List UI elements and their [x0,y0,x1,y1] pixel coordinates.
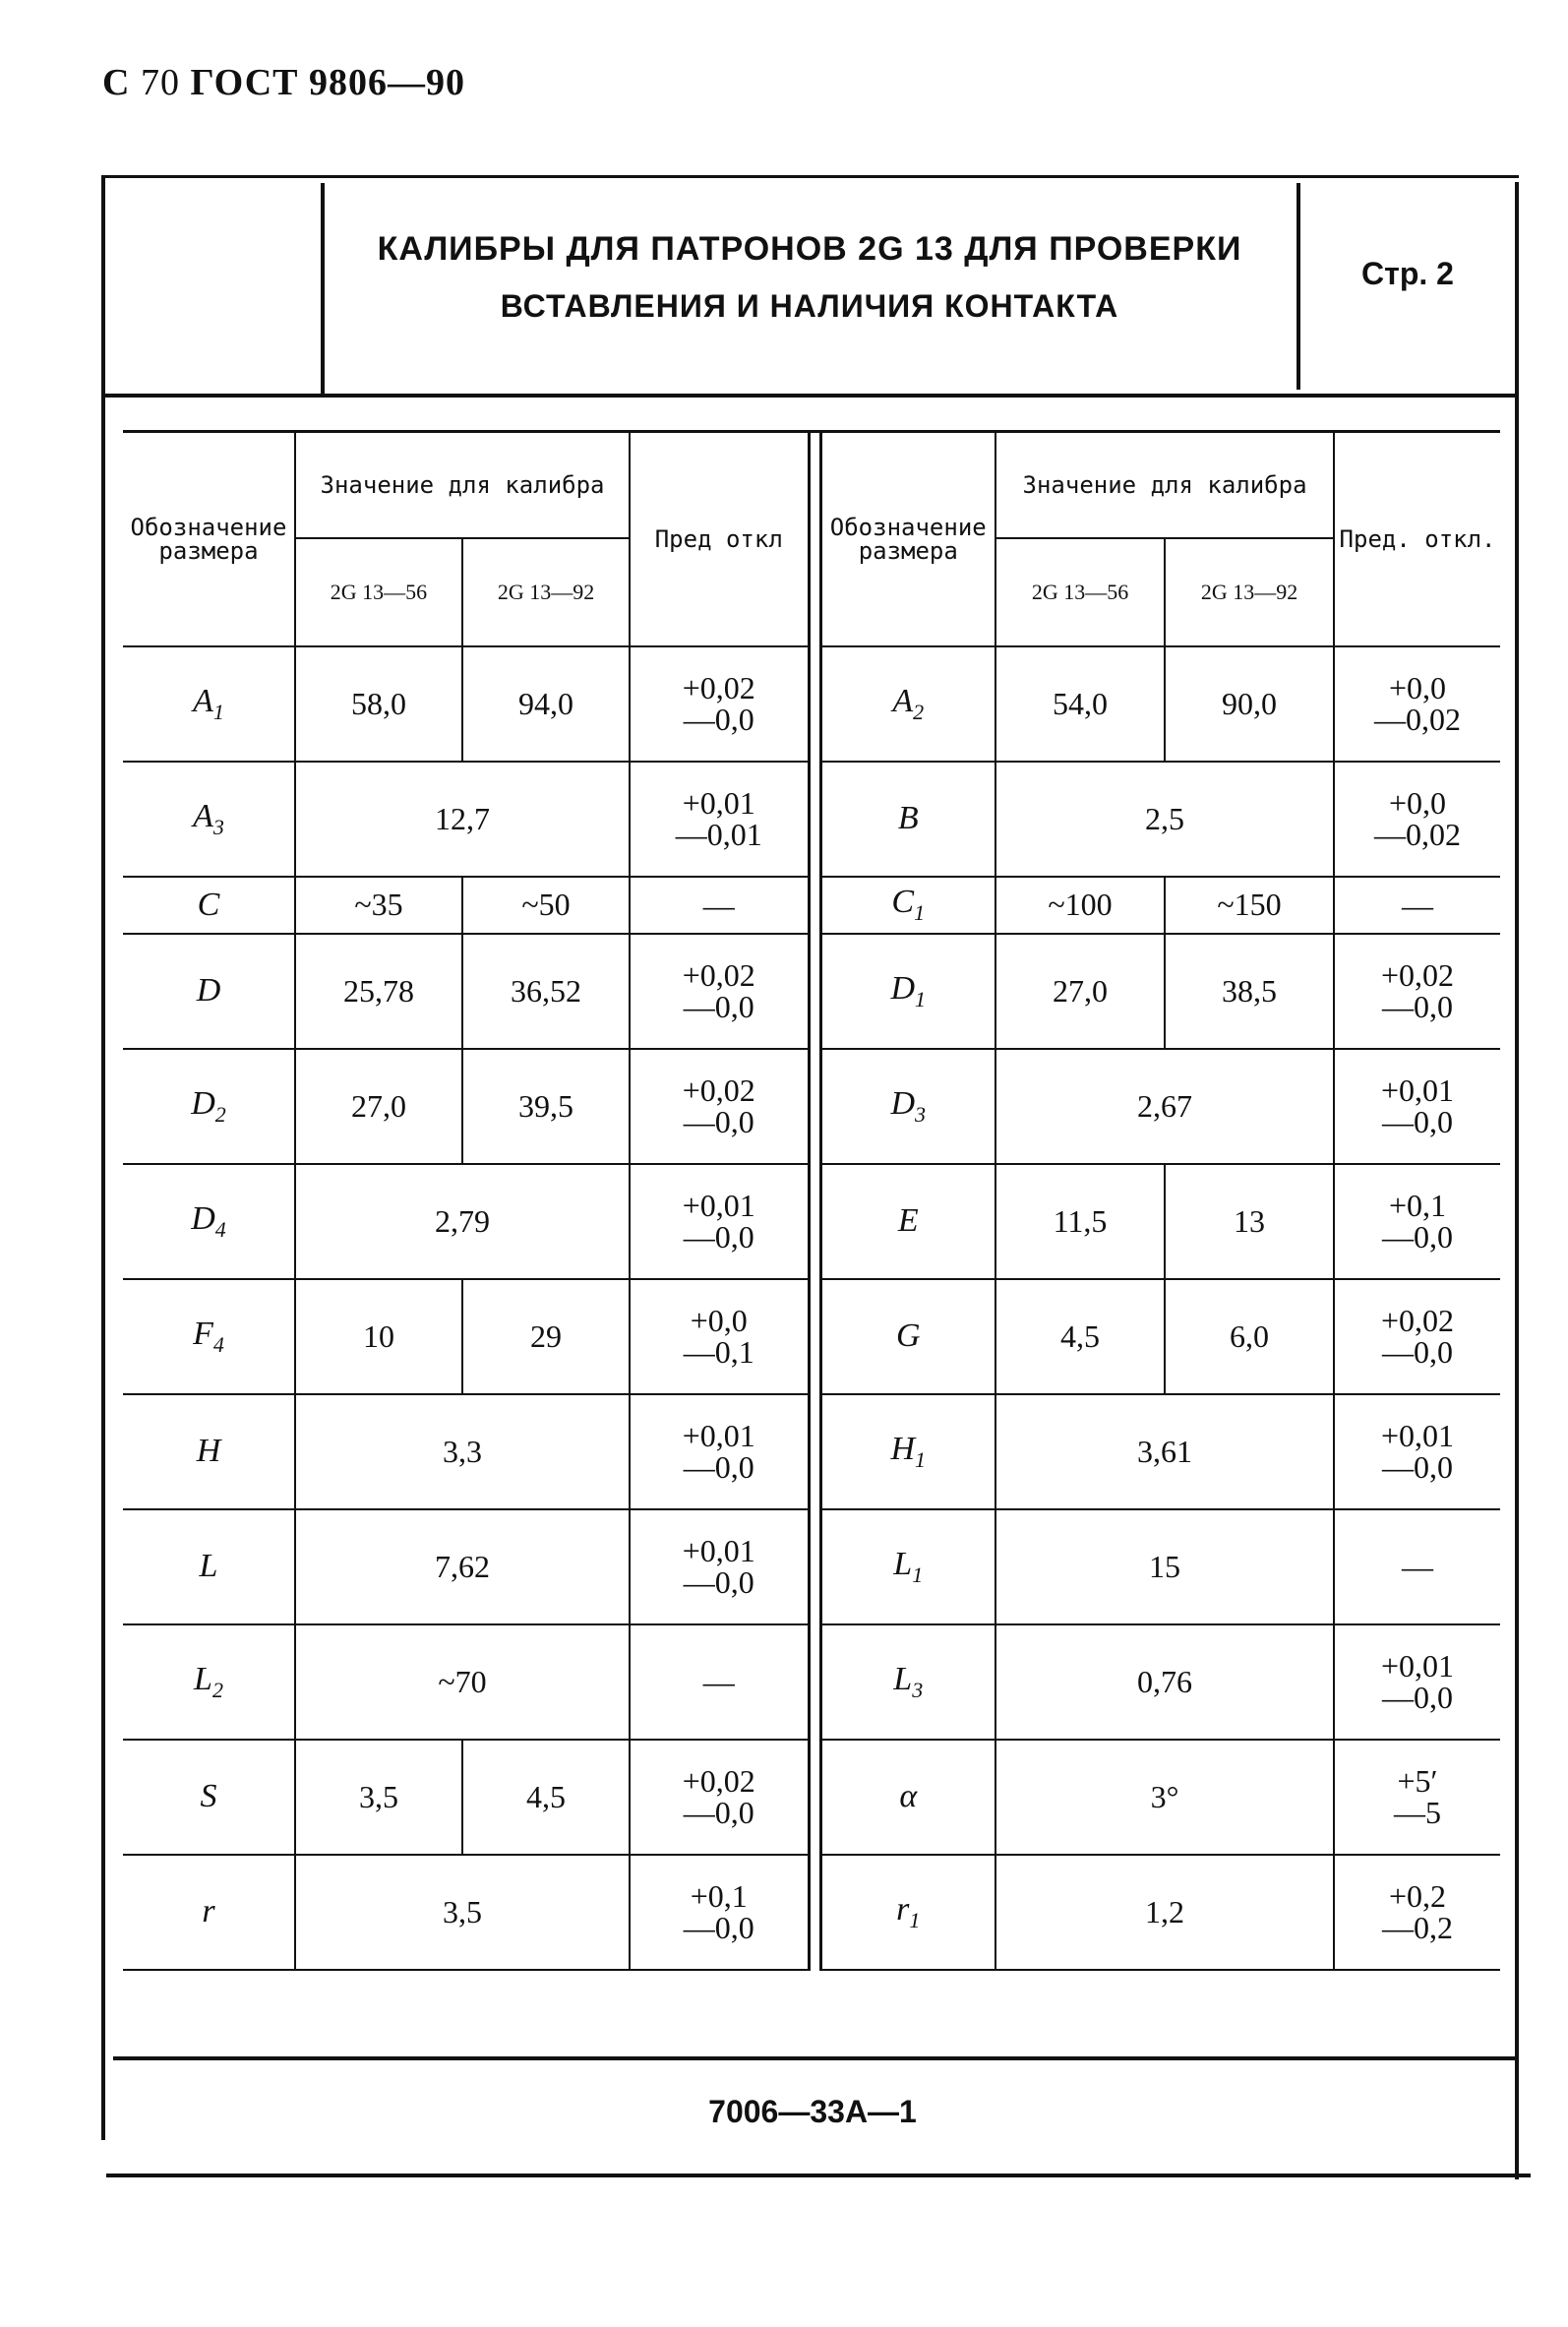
deviation-lower: —0,0 [1382,1104,1454,1139]
deviation-cell [630,1279,809,1394]
designation-cell: $H_1$ [820,1394,995,1509]
table-row [123,934,1500,1049]
deviation-cell [630,1164,809,1279]
gauge-dimensions-table [123,430,1500,1971]
value-cell: 29 [462,1279,630,1394]
table-row [123,1164,1500,1279]
deviation-cell: — [630,1624,809,1740]
deviation-upper: +0,01 [682,785,755,821]
designation-cell: $A_3$ [123,762,295,877]
page-number: 70 [140,62,180,103]
deviation-cell [1334,934,1500,1049]
deviation-cell [630,1855,809,1970]
designation-cell: α [820,1740,995,1855]
designation-cell: $A_2$ [820,646,995,762]
header-deviation-right: Пред. откл. [1334,432,1500,646]
deviation-lower: —5 [1394,1795,1442,1830]
designation-cell: B [820,762,995,877]
value-cell: 11,5 [995,1164,1165,1279]
table-divider [809,1855,820,1970]
designation-cell: H [123,1394,295,1509]
deviation-lower: —0,2 [1382,1910,1454,1945]
table-divider [809,1164,820,1279]
deviation-lower: —0,0 [683,989,754,1024]
deviation-upper: +0,02 [682,1072,755,1108]
table-row [123,1855,1500,1970]
value-cell: 90,0 [1165,646,1334,762]
table-divider [809,934,820,1049]
value-cell: 2,79 [295,1164,630,1279]
value-cell: 2,67 [995,1049,1334,1164]
sheet-label: Стр. 2 [1361,256,1454,291]
deviation-cell [1334,1855,1500,1970]
value-cell: ~100 [995,877,1165,934]
value-cell: 39,5 [462,1049,630,1164]
value-cell: 7,62 [295,1509,630,1624]
deviation-lower: —0,0 [683,1449,754,1485]
deviation-cell [630,934,809,1049]
document-title [323,187,1297,394]
header-value-left: Значение для калибра [295,432,630,538]
table-row [123,1049,1500,1164]
deviation-upper: +0,0 [690,1303,748,1338]
deviation-lower: —0,01 [675,817,762,852]
deviation-upper: +0,0 [1389,670,1447,705]
title-line-2: ВСТАВЛЕНИЯ И НАЛИЧИЯ КОНТАКТА [500,288,1119,324]
deviation-upper: +0,01 [1381,1072,1455,1108]
table-divider [809,646,820,762]
deviation-lower: —0,02 [1374,702,1462,737]
deviation-upper: +0,0 [1389,785,1447,821]
deviation-lower: —0,0 [683,1564,754,1600]
value-cell: 3,61 [995,1394,1334,1509]
designation-cell: $F_4$ [123,1279,295,1394]
frame-right-rule [1515,182,1519,2179]
page-prefix: С [102,62,131,103]
deviation-lower: —0,0 [1382,989,1454,1024]
designation-cell: S [123,1740,295,1855]
table-divider [809,1509,820,1624]
deviation-upper: +0,02 [1381,1303,1455,1338]
deviation-upper: +0,01 [1381,1418,1455,1453]
page-header [102,61,465,104]
deviation-upper: +0,01 [682,1188,755,1223]
table-row [123,1279,1500,1394]
header-designation-left: Обозначение размера [123,432,295,646]
value-cell: 3° [995,1740,1334,1855]
deviation-cell [630,762,809,877]
header-col-b-right: 2G 13—92 [1165,538,1334,646]
value-cell: 54,0 [995,646,1165,762]
deviation-cell [630,646,809,762]
table-divider [809,877,820,934]
value-cell: 36,52 [462,934,630,1049]
deviation-upper: +0,01 [682,1418,755,1453]
deviation-cell [1334,1394,1500,1509]
deviation-lower: —0,0 [683,1795,754,1830]
value-cell: 94,0 [462,646,630,762]
designation-cell: $D_1$ [820,934,995,1049]
table-divider [809,1279,820,1394]
frame-left-rule [101,175,105,2140]
value-cell: 10 [295,1279,462,1394]
deviation-cell: — [630,877,809,934]
footer-code: 7006—33А—1 [708,2094,917,2129]
table-divider [809,1049,820,1164]
deviation-lower: —0,0 [1382,1219,1454,1255]
designation-cell: $L_3$ [820,1624,995,1740]
deviation-lower: —0,02 [1374,817,1462,852]
deviation-cell [1334,1740,1500,1855]
designation-cell: G [820,1279,995,1394]
deviation-lower: —0,0 [683,1104,754,1139]
value-cell: 3,3 [295,1394,630,1509]
value-cell: ~70 [295,1624,630,1740]
designation-cell: E [820,1164,995,1279]
standard-number: ГОСТ 9806—90 [190,62,465,103]
value-cell: 1,2 [995,1855,1334,1970]
designation-cell: $D_3$ [820,1049,995,1164]
designation-cell: D [123,934,295,1049]
deviation-cell [1334,1279,1500,1394]
deviation-cell: — [1334,877,1500,934]
designation-cell: L [123,1509,295,1624]
designation-cell: $r_1$ [820,1855,995,1970]
deviation-upper: +0,02 [682,670,755,705]
table-row [123,1624,1500,1740]
table-row [123,877,1500,934]
deviation-upper: +0,02 [682,957,755,993]
table-row [123,1394,1500,1509]
designation-cell: C [123,877,295,934]
designation-cell: $C_1$ [820,877,995,934]
deviation-lower: —0,0 [683,1219,754,1255]
value-cell: 27,0 [295,1049,462,1164]
deviation-lower: —0,1 [683,1334,754,1370]
designation-cell: r [123,1855,295,1970]
designation-cell: $D_2$ [123,1049,295,1164]
header-value-right: Значение для калибра [995,432,1334,538]
designation-cell: $A_1$ [123,646,295,762]
deviation-cell [630,1394,809,1509]
table-divider [809,1740,820,1855]
header-col-b-left: 2G 13—92 [462,538,630,646]
deviation-cell [630,1509,809,1624]
value-cell: 15 [995,1509,1334,1624]
table-row [123,762,1500,877]
designation-cell: $L_2$ [123,1624,295,1740]
table-divider [809,762,820,877]
deviation-cell: — [1334,1509,1500,1624]
page-bottom-rule [106,2174,1531,2177]
value-cell: 12,7 [295,762,630,877]
value-cell: 25,78 [295,934,462,1049]
header-col-a-left: 2G 13—56 [295,538,462,646]
deviation-upper: +0,1 [1389,1188,1447,1223]
deviation-cell [1334,646,1500,762]
value-cell: ~150 [1165,877,1334,934]
table-bottom-rule [113,2056,1518,2060]
designation-cell: $L_1$ [820,1509,995,1624]
deviation-cell [1334,762,1500,877]
frame-top-rule [101,175,1519,178]
deviation-lower: —0,0 [1382,1449,1454,1485]
deviation-cell [630,1049,809,1164]
value-cell: ~35 [295,877,462,934]
deviation-upper: +5′ [1397,1763,1438,1799]
value-cell: 3,5 [295,1740,462,1855]
value-cell: 4,5 [995,1279,1165,1394]
value-cell: 13 [1165,1164,1334,1279]
header-bottom-rule [101,394,1519,398]
value-cell: 6,0 [1165,1279,1334,1394]
deviation-lower: —0,0 [683,1910,754,1945]
deviation-lower: —0,0 [683,702,754,737]
value-cell: ~50 [462,877,630,934]
deviation-upper: +0,01 [1381,1648,1455,1684]
designation-cell: $D_4$ [123,1164,295,1279]
value-cell: 27,0 [995,934,1165,1049]
table-row [123,1509,1500,1624]
value-cell: 3,5 [295,1855,630,1970]
deviation-upper: +0,01 [682,1533,755,1568]
value-cell: 2,5 [995,762,1334,877]
deviation-cell [1334,1049,1500,1164]
deviation-lower: —0,0 [1382,1334,1454,1370]
value-cell: 0,76 [995,1624,1334,1740]
value-cell: 4,5 [462,1740,630,1855]
header-deviation-left: Пред откл [630,432,809,646]
value-cell: 38,5 [1165,934,1334,1049]
header-designation-right: Обозначение размера [820,432,995,646]
deviation-upper: +0,1 [690,1878,748,1914]
value-cell: 58,0 [295,646,462,762]
table-row [123,646,1500,762]
deviation-upper: +0,2 [1389,1878,1447,1914]
table-divider [809,432,820,646]
table-divider [809,1394,820,1509]
deviation-upper: +0,02 [1381,957,1455,993]
deviation-cell [1334,1624,1500,1740]
table-row [123,1740,1500,1855]
table-divider [809,1624,820,1740]
header-col-a-right: 2G 13—56 [995,538,1165,646]
deviation-lower: —0,0 [1382,1680,1454,1715]
deviation-cell [1334,1164,1500,1279]
title-line-1: КАЛИБРЫ ДЛЯ ПАТРОНОВ 2G 13 ДЛЯ ПРОВЕРКИ [377,230,1242,268]
deviation-cell [630,1740,809,1855]
deviation-upper: +0,02 [682,1763,755,1799]
